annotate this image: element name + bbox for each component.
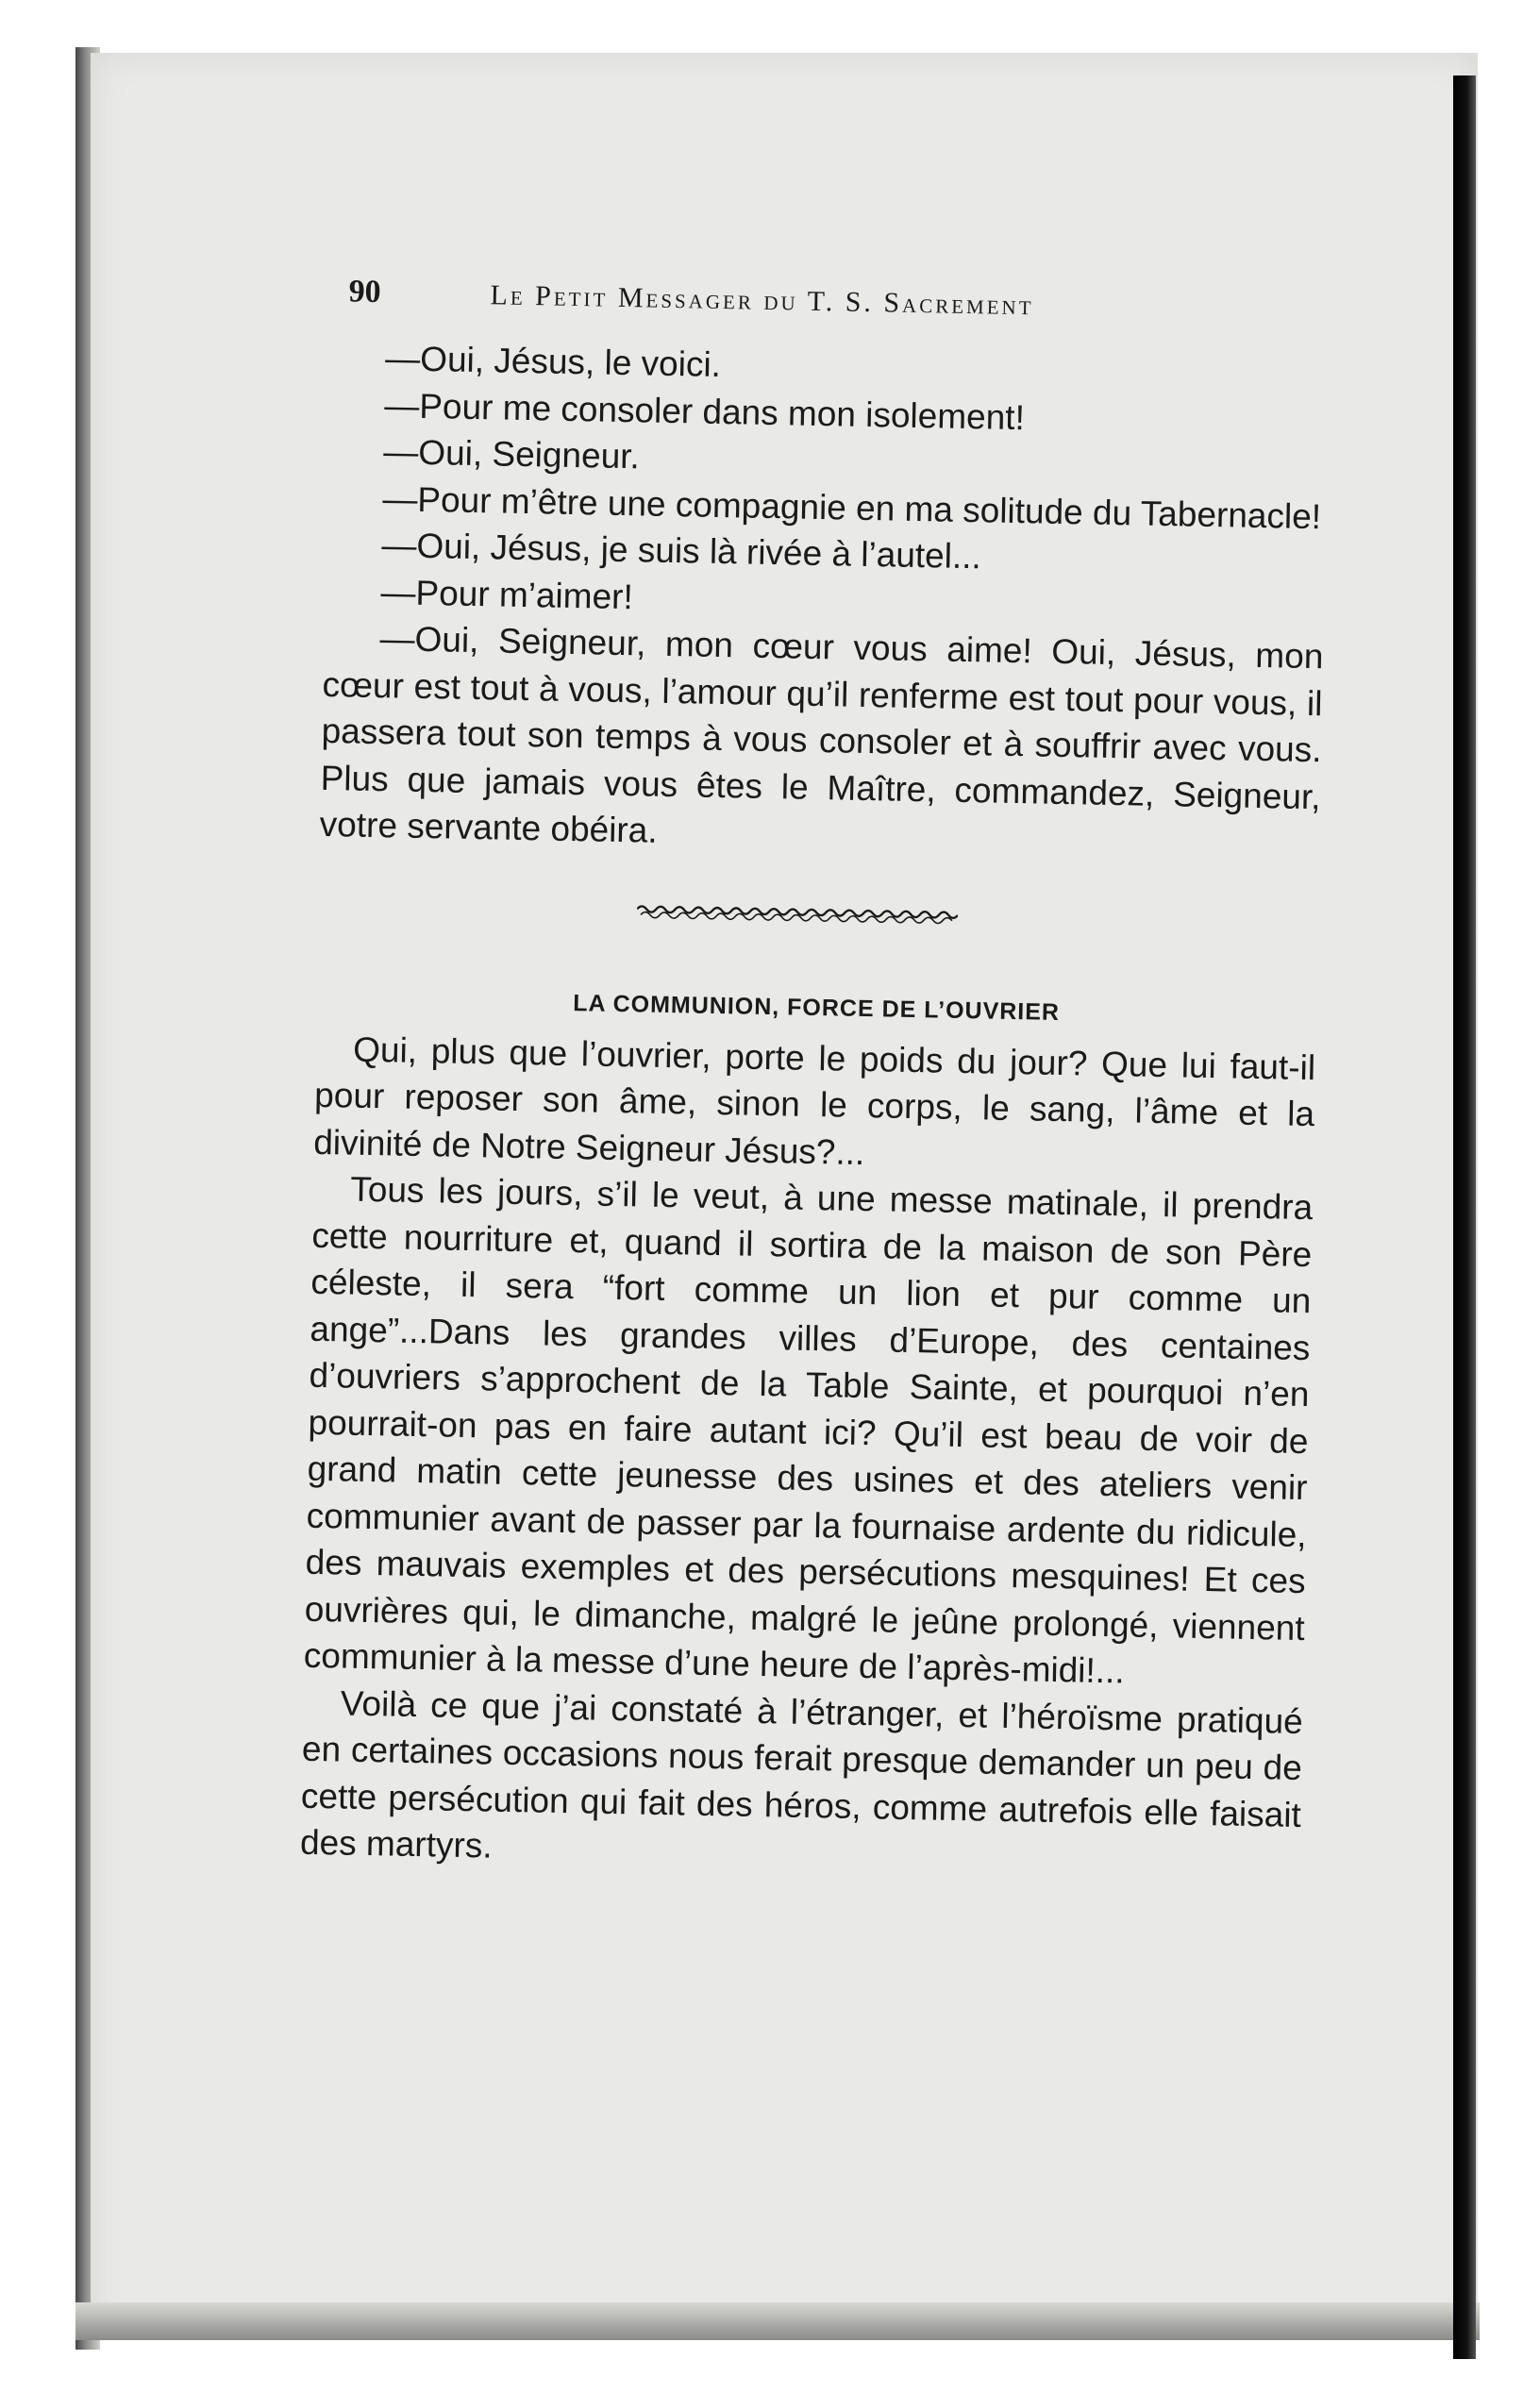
gutter — [1480, 0, 1540, 2393]
gutter-shadow — [1453, 75, 1476, 2359]
dialogue-line: —Oui, Seigneur. — [382, 432, 641, 477]
dialogue-line: —Pour me consoler dans mon isolement! — [383, 385, 1026, 437]
dialogue — [319, 334, 1329, 867]
wavy-divider — [637, 899, 958, 930]
section-paragraph: Qui, plus que l’ouvrier, porte le poids du jour? Que lui faut-il pour reposer son âme, sinon le corps, le sang, l’âme et la divinité de Notre Seigneur Jésus?... — [312, 1029, 1316, 1172]
section-paragraph: Tous les jours, s’il le veut, à une messe matinale, il prendra cette nourriture et, quand il sortira de la maison de son Père céleste, il sera “fort comme un lion et pur comme un ange”...Dans les grandes villes d’Europe, des centaines d’ouvriers s’approchent de la Table Sainte, et pourquoi n’en pourrait-on pas en faire autant ici? Qu’il est beau de voir de grand matin cette jeunesse des usines et des ateliers venir communier avant de passer par la fournaise ardente du ridicule, des mauvais exemples et des persécutions mesquines! Et ces ouvrières qui, le dimanche, malgré le jeûne prolongé, viennent communier à la messe d’une heure de l’après-midi!... — [303, 1169, 1314, 1691]
page-content — [300, 274, 1331, 1885]
dialogue-line: —Pour m’aimer! — [380, 572, 634, 616]
section-paragraph: Voilà ce que j’ai constaté à l’étranger, et l’héroïsme pratiqué en certaines occasions nous ferait presque demander un peu de cette persécution qui fait des héros, comme autrefois elle faisait des martyrs. — [299, 1682, 1304, 1866]
dialogue-line: —Oui, Seigneur, mon cœur vous aime! Oui, Jésus, mon cœur est tout à vous, l’amour qu’il renferme est tout pour vous, il passera tout son temps à vous consoler et à souffrir avec vous. Plus que jamais vous êtes le Maître, commandez, Seigneur, votre servante obéira. — [319, 619, 1324, 850]
dialogue-line: —Oui, Jésus, le voici. — [384, 339, 722, 384]
dialogue-line: —Oui, Jésus, je suis là rivée à l’autel... — [381, 526, 982, 577]
section-body — [300, 1025, 1316, 1884]
page-number: 90 — [348, 274, 381, 310]
section-title: LA COMMUNION, FORCE DE L’OUVRIER — [573, 989, 1061, 1026]
page-bottom-edge — [75, 2302, 1481, 2340]
running-title: Le Petit Messager du T. S. Sacrement — [490, 279, 1034, 322]
dialogue-line: —Pour m’être une compagnie en ma solitude du Tabernacle! — [382, 478, 1322, 536]
